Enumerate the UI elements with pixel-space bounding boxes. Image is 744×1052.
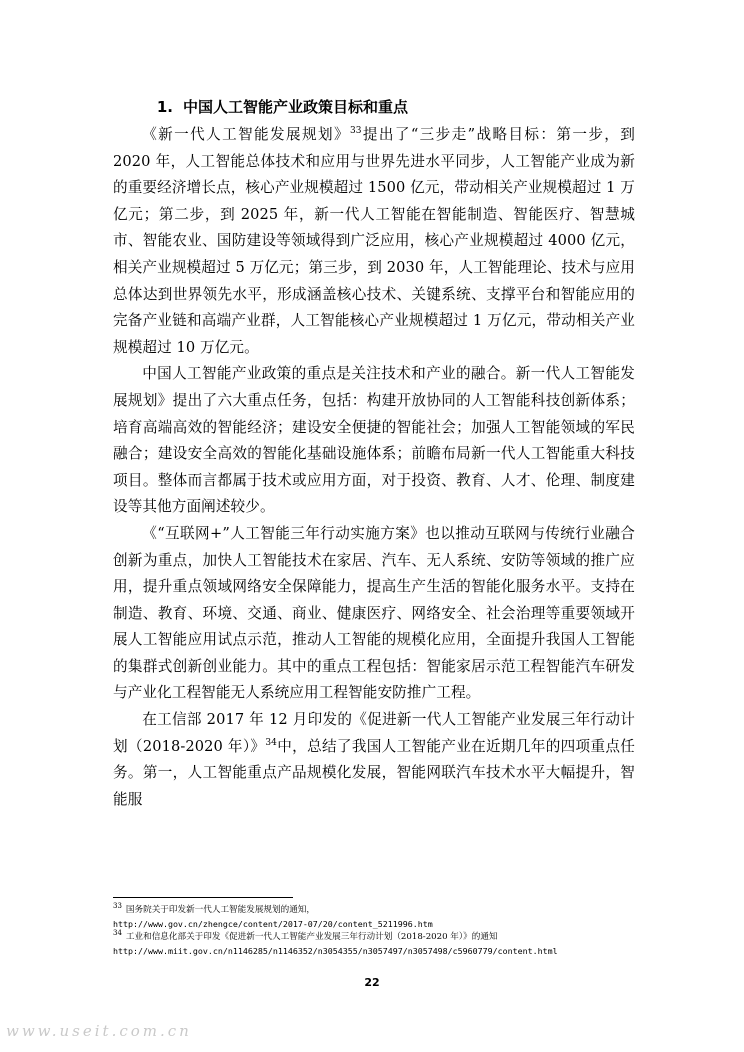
section-title: 中国人工智能产业政策目标和重点 [183,98,409,116]
footnote-url[interactable]: http://www.gov.cn/zhengce/content/2017-07/20/content_5211996.htm [113,918,433,929]
paragraph-text: 提出了“三步走”战略目标：第一步，到 2020 年，人工智能总体技术和应用与世界先进水平同步，人工智能产业成为新的重要经济增长点，核心产业规模超过 1500 亿元，带动相关产业规模超过 1 万亿元；第二步，到 2025 年，新一代人工智能在智能制造、智能医疗、智慧城市、智能农业、国防建设等领域得到广泛应用，核心产业规模超过 4000 亿元，相关产业规模超过 5 万亿元；第三步，到 2030 年，人工智能理论、技术与应用总体达到世界领先水平，形成涵盖核心技术、关键系统、支撑平台和智能应用的完备产业链和高端产业群，人工智能核心产业规模超过 1 万亿元，带动相关产业规模超过 10 万亿元。 [113,126,635,356]
body-text [113,122,635,813]
footnote-text: 工业和信息化部关于印发《促进新一代人工智能产业发展三年行动计划（2018-2020 年）》的通知 [125,932,498,942]
paragraph-text: 《“互联网+”人工智能三年行动实施方案》也以推动互联网与传统行业融合创新为重点，加快人工智能技术在家居、汽车、无人系统、安防等领域的推广应用，提升重点领域网络安全保障能力，提高生产生活的智能化服务水平。支持在制造、教育、环境、交通、商业、健康医疗、网络安全、社会治理等重要领域开展人工智能应用试点示范，推动人工智能的规模化应用，全面提升我国人工智能的集群式创新创业能力。其中的重点工程包括：智能家居示范工程智能汽车研发与产业化工程智能无人系统应用工程智能安防推广工程。 [113,524,635,702]
section-number: 1. [156,98,173,116]
paragraph [113,122,635,361]
paragraph-text: 《新一代人工智能发展规划》 [142,126,350,143]
footnote [113,931,673,945]
footnote-text: 国务院关于印发新一代人工智能发展规划的通知， [125,905,315,915]
watermark: www.useit.com.cn [6,1022,192,1040]
section-heading [145,96,408,118]
footnote-divider [113,897,293,898]
paragraph [113,521,635,707]
footnote [113,904,673,918]
footnote-url[interactable]: http://www.miit.gov.cn/n1146285/n1146352/n3054355/n3057497/n3057498/c5960779/content.html [113,945,558,956]
footnote-ref: 34 [265,737,278,748]
paragraph-text: 中，总结了我国人工智能产业在近期几年的四项重点任务。第一，人工智能重点产品规模化发展，智能网联汽车技术水平大幅提升，智能服 [113,737,635,808]
paragraph-text: 在工信部 2017 年 12 月印发的《促进新一代人工智能产业发展三年行动计划（2018-2020 年）》 [113,711,635,755]
page-number: 22 [364,976,380,989]
paragraph-text: 中国人工智能产业政策的重点是关注技术和产业的融合。新一代人工智能发展规划》提出了六大重点任务，包括：构建开放协同的人工智能科技创新体系；培育高端高效的智能经济；建设安全便捷的智能社会；加强人工智能领域的军民融合；建设安全高效的智能化基础设施体系；前瞻布局新一代人工智能重大科技项目。整体而言都属于技术或应用方面，对于投资、教育、人才、伦理、制度建设等其他方面阐述较少。 [113,365,635,516]
footnote-mark: 34 [113,929,122,938]
footnote-ref: 33 [349,126,362,137]
paragraph [113,361,635,521]
footnote-mark: 33 [113,902,122,911]
paragraph [113,707,635,813]
footnotes [113,904,673,958]
